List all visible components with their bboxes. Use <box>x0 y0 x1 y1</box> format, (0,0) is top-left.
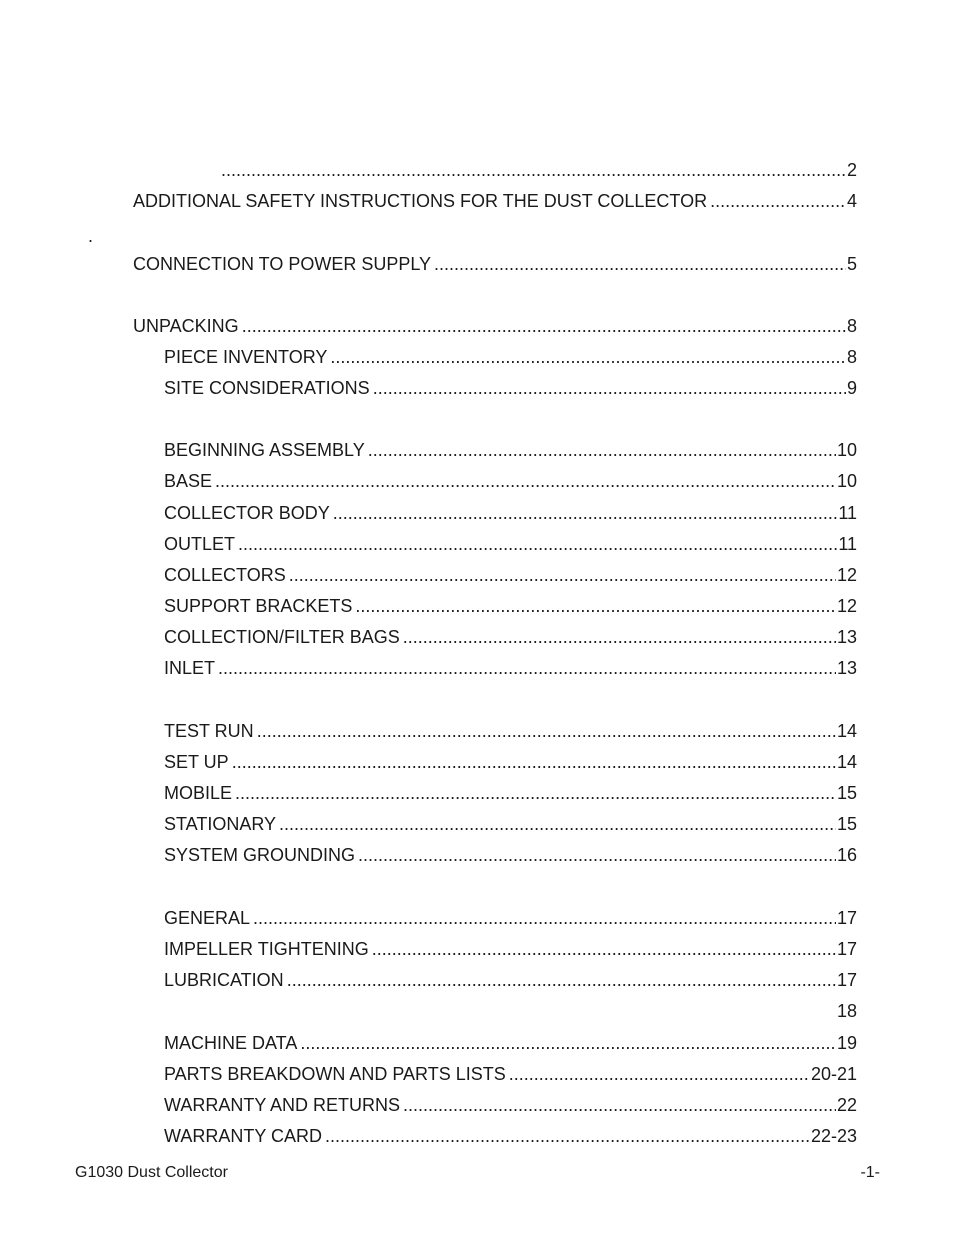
dot-leader <box>434 252 846 276</box>
toc-page-number: 17 <box>836 970 857 990</box>
dot-leader <box>403 625 836 649</box>
toc-page-number: 16 <box>836 845 857 865</box>
dot-leader <box>257 719 836 743</box>
toc-entry[interactable] <box>164 812 857 836</box>
toc-entry[interactable] <box>133 189 857 213</box>
toc-entry-title: GENERAL <box>164 908 251 928</box>
toc-entry-title: BEGINNING ASSEMBLY <box>164 440 365 460</box>
toc-entry[interactable] <box>164 781 857 805</box>
dot-leader <box>333 501 838 525</box>
toc-entry[interactable] <box>133 314 857 338</box>
toc-entry[interactable] <box>164 469 857 493</box>
dot-leader <box>372 937 836 961</box>
dot-leader <box>221 158 846 182</box>
toc-page-number: 14 <box>836 752 857 772</box>
dot-leader <box>218 656 836 680</box>
dot-leader <box>279 812 836 836</box>
toc-entry-title: CONNECTION TO POWER SUPPLY <box>133 254 432 274</box>
dot-leader <box>238 532 837 556</box>
toc-page-number: 15 <box>836 783 857 803</box>
toc-entry-title: LUBRICATION <box>164 970 284 990</box>
toc-entry[interactable] <box>164 532 857 556</box>
toc-page-number: 5 <box>846 254 857 274</box>
toc-entry-title: MACHINE DATA <box>164 1033 298 1053</box>
toc-page-number: 12 <box>836 565 857 585</box>
toc-page-number: 17 <box>836 908 857 928</box>
toc-entry[interactable] <box>164 1124 857 1148</box>
dot-leader <box>355 594 836 618</box>
toc-page-number: 19 <box>836 1033 857 1053</box>
toc-entry[interactable] <box>164 438 857 462</box>
toc-entry-title: MOBILE <box>164 783 233 803</box>
toc-page-number: 22-23 <box>810 1126 857 1146</box>
dot-leader <box>368 438 836 462</box>
dot-leader <box>325 1124 810 1148</box>
toc-entry[interactable] <box>164 345 857 369</box>
dot-leader <box>235 781 836 805</box>
toc-entry-title: UNPACKING <box>133 316 239 336</box>
toc-entry[interactable] <box>164 843 857 867</box>
toc-entry[interactable] <box>164 594 857 618</box>
toc-entry[interactable] <box>164 501 857 525</box>
toc-page-number: 14 <box>836 721 857 741</box>
toc-page-number: 11 <box>838 534 857 554</box>
toc-entry-title: PIECE INVENTORY <box>164 347 328 367</box>
toc-page-number: 11 <box>838 503 857 523</box>
dot-leader <box>232 750 836 774</box>
dot-leader <box>253 906 836 930</box>
toc-entry-title: COLLECTORS <box>164 565 286 585</box>
footer-document-title: G1030 Dust Collector <box>75 1164 228 1181</box>
toc-entry-title: OUTLET <box>164 534 236 554</box>
toc-page-number: 4 <box>846 191 857 211</box>
toc-entry-title: BASE <box>164 471 213 491</box>
footer-page-number: -1- <box>860 1164 880 1181</box>
toc-entry[interactable] <box>164 1093 857 1117</box>
toc-page-number: 13 <box>836 658 857 678</box>
toc-entry-title: ADDITIONAL SAFETY INSTRUCTIONS FOR THE DUST COLLECTOR <box>133 191 708 211</box>
toc-entry[interactable] <box>164 937 857 961</box>
toc-entry[interactable] <box>164 999 857 1023</box>
toc-entry-title: COLLECTOR BODY <box>164 503 330 523</box>
toc-entry[interactable] <box>164 1062 857 1086</box>
toc-entry[interactable] <box>164 750 857 774</box>
toc-entry-title: COLLECTION/FILTER BAGS <box>164 627 400 647</box>
toc-page-number: 13 <box>836 627 857 647</box>
toc-entry[interactable] <box>218 158 857 182</box>
toc-page-number: 15 <box>836 814 857 834</box>
dot-leader <box>710 189 846 213</box>
toc-entry[interactable] <box>164 656 857 680</box>
dot-leader <box>215 469 836 493</box>
dot-leader <box>509 1062 810 1086</box>
toc-entry[interactable] <box>164 1031 857 1055</box>
toc-page-number: 12 <box>836 596 857 616</box>
toc-entry-title: WARRANTY CARD <box>164 1126 323 1146</box>
toc-entry-title: SYSTEM GROUNDING <box>164 845 356 865</box>
toc-entry[interactable] <box>133 252 857 276</box>
toc-entry[interactable] <box>164 625 857 649</box>
toc-page-number: 8 <box>846 316 857 336</box>
toc-page-number: 10 <box>836 440 857 460</box>
dot-leader <box>373 376 846 400</box>
toc-entry[interactable] <box>164 719 857 743</box>
stray-mark: . <box>88 226 94 246</box>
toc-page-number: 2 <box>846 160 857 180</box>
dot-leader <box>358 843 836 867</box>
toc-entry[interactable] <box>164 376 857 400</box>
toc-entry[interactable] <box>164 968 857 992</box>
dot-leader <box>330 345 846 369</box>
toc-entry[interactable] <box>164 563 857 587</box>
toc-entry-title: WARRANTY AND RETURNS <box>164 1095 401 1115</box>
dot-leader <box>242 314 846 338</box>
toc-entry-title: SITE CONSIDERATIONS <box>164 378 370 398</box>
toc-page-number: 20-21 <box>810 1064 857 1084</box>
toc-page-number: 22 <box>836 1095 857 1115</box>
dot-leader <box>403 1093 836 1117</box>
toc-entry-title: IMPELLER TIGHTENING <box>164 939 369 959</box>
toc-entry-title: TEST RUN <box>164 721 254 741</box>
dot-leader <box>287 968 836 992</box>
toc-entry-title: PARTS BREAKDOWN AND PARTS LISTS <box>164 1064 506 1084</box>
toc-page-number: 8 <box>846 347 857 367</box>
toc-entry-title: SUPPORT BRACKETS <box>164 596 353 616</box>
dot-leader <box>300 1031 836 1055</box>
toc-entry[interactable] <box>164 906 857 930</box>
toc-page-number: 17 <box>836 939 857 959</box>
toc-page-number: 18 <box>836 1001 857 1021</box>
toc-entry-title: INLET <box>164 658 216 678</box>
toc-page-number: 10 <box>836 471 857 491</box>
dot-leader <box>289 563 836 587</box>
toc-page-number: 9 <box>846 378 857 398</box>
toc-entry-title: STATIONARY <box>164 814 277 834</box>
toc-entry-title: SET UP <box>164 752 229 772</box>
